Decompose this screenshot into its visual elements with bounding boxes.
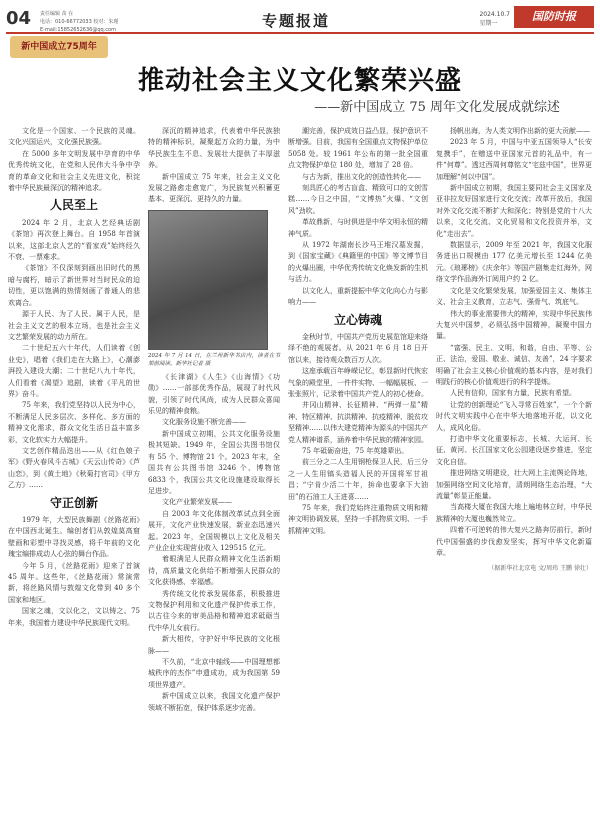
paragraph: 1979 年，大型民族舞剧《丝路花雨》在中国西北诞生。编创者们从敦煌莫高窟壁画和彩塑中寻找灵感，将千年前的文化瑰宝编排成动人心弦的舞台作品。 [8, 516, 140, 559]
paragraph: 《茶馆》不仅深刻到画出旧时代的黑暗与腐朽，暗示了新世界对当时民众的迫切性，更以饱满的热情刻画了普通人的悲欢离合。 [8, 264, 140, 307]
paragraph: 当高楼大厦在我国大地上遍地林立时，中华民族精神的大厦也巍然耸立。 [436, 503, 592, 523]
subheading: 守正创新 [49, 495, 98, 510]
paragraph: 自 2003 年文化体制改革试点到全面展开，文化产业快速发展，新业态迅速兴起。2023 年，全国规模以上文化及相关产业企业实现营业收入 129515 亿元。 [148, 509, 280, 552]
newspaper-logo: 国防时报 [514, 6, 594, 28]
paragraph: 数据显示，2009 年至 2021 年，我国文化服务进出口规模由 177 亿美元增长至 1244 亿美元。《琅琊榜》《庆余年》等国产剧集走红海外，网络文学作品海外订阅用户约 2 亿。 [436, 241, 592, 284]
article-subtitle: ——新中国成立 75 周年文化发展成就综述 [314, 100, 560, 115]
editor-info [40, 10, 118, 34]
paragraph: 从 1972 年湖南长沙马王堆汉墓发掘，到《国家宝藏》《典籍里的中国》等文博节目的火爆出圈，中华优秀传统文化焕发新的生机与活力。 [288, 241, 428, 284]
paragraph: 打造中华文化重要标志，长城、大运河、长征、黄河、长江国家文化公园建设逐步推进，坚定文化自信。 [436, 434, 592, 466]
subheading: 人民至上 [49, 198, 98, 213]
paragraph: 新大相传，守护好中华民族的文化根脉—— [148, 635, 280, 655]
paragraph: 源于人民、为了人民、属于人民，是社会主义文艺的根本立场，也是社会主义文艺繁荣发展的动力所在。 [8, 310, 140, 341]
paragraph: 75 年来，我们党坚持以人民为中心，不断满足人民多层次、多样化、多方面的精神文化需求，群众文化生活日益丰富多彩，文化软实力大幅提升。 [8, 401, 140, 444]
paragraph: 二十世纪五六十年代，人们读着《创业史》，唱着《我们走在大路上》，心潮澎湃投入建设大潮；二十世纪八九十年代，人们看着《渴望》追剧，读着《平凡的世界》奋斗。 [8, 344, 140, 398]
paragraph: 文艺创作精品迭出——从《红色娘子军》《野火春风斗古城》《天云山传奇》《芦山恋》，到《黄土地》《秋菊打官司》《甲方乙方》…… [8, 446, 140, 490]
anniversary-badge: 新中国成立75周年 [10, 36, 108, 58]
editor-line: 电话：010-66772033 校对：朱瑾 [40, 19, 119, 25]
page-header [6, 6, 594, 34]
paragraph: 伟大的事业需要伟大的精神，实现中华民族伟大复兴中国梦，必须弘扬中国精神，凝聚中国力量。 [436, 309, 592, 341]
editor-line: E-mail:15852652636@qq.com [40, 27, 116, 33]
section-title: 专题报道 [262, 12, 331, 30]
paragraph: 文化是文化繁荣发展，加强爱国主义、集体主义、社会主义教育，立志气、强骨气、筑底气。 [436, 286, 592, 307]
paragraph: 潮完善，保护成效日益凸显，保护意识不断增强。目前，我国有全国重点文物保护单位 5058 处。较 1961 年公布的第一批全国重点文物保护单位 180 处，增加了 28 倍。 [288, 127, 428, 170]
column-1 [8, 126, 140, 629]
paragraph: “富强、民主、文明、和谐，自由、平等、公正、法治，爱国、敬业、诚信、友善”，24 字要求明确了社会主义核心价值观的基本内容，是对我们明践行的核心价值观进行的科学提炼。 [436, 343, 592, 386]
paragraph: 国家之魂，文以化之，文以铸之。75 年来，我国着力建设中华民族现代文明。 [8, 607, 140, 627]
paragraph: 扬帆出海，为人类文明作出新的更大贡献—— [450, 127, 590, 135]
paragraph: 刻具匠心的考古盲盒、精致可口的文创雪糕……今日之中国，“文博热”火爆、“文创风”劲吹。 [288, 184, 428, 215]
paragraph: 让党的创新理论“飞入寻常百姓家”，一个个新时代文明实践中心在中华大地落地开花，以文化人，成风化俗。 [436, 400, 592, 432]
paragraph: 文化产业繁荣发展—— [162, 498, 232, 507]
paragraph: 深沉的精神追求，代表着中华民族独特的精神标识，凝聚起万众的力量，为中华民族生生不息、发展壮大提供了丰厚滋养。 [148, 127, 280, 170]
paragraph: 推进网络文明建设，壮大网上主流舆论阵地，加强网络空间文化培育，清朗网络生态治理，“大流量”彰显正能量。 [436, 469, 592, 500]
subheading: 立心铸魂 [333, 312, 382, 327]
paragraph: 新中国成立 75 年来，社会主义文化发展之路愈走愈宽广，为民族复兴积蓄更基本、更深沉、更持久的力量。 [148, 172, 280, 204]
paragraph: 与古为新，推出文化的创造性转化—— [302, 172, 421, 181]
paragraph: 《长津湖》《人生》《山海情》《功勋》……一部部优秀作品，展现了时代风貌，引领了时代风尚，成为人民群众喜闻乐见的精神食粮。 [148, 372, 280, 416]
paragraph: 人民有信仰，国家有力量，民族有希望。 [450, 389, 576, 398]
paragraph: 文化是一个国家、一个民族的灵魂。文化兴国运兴，文化强民族强。 [8, 127, 140, 147]
paragraph: 新中国成立初期，我国主要同社会主义国家及亚非拉友好国家进行文化交流；改革开放后，我国对外文化交流不断扩大和深化；特别是党的十八大以来，文化交流、文化贸易和文化投资并举，文化“走出去”。 [436, 184, 592, 238]
paragraph: 井冈山精神、长征精神、“两弹一星”精神、特区精神、抗洪精神、抗疫精神、脱贫攻坚精神……以伟大建党精神为源头的中国共产党人精神谱系，涵养着中华民族的精神家园。 [288, 401, 428, 444]
paragraph: 今年 5 月，《丝路花雨》迎来了首演 45 周年。这些年，《丝路花雨》常演常新，将丝路风情与敦煌文化带到 40 多个国家和地区。 [8, 561, 140, 604]
date: 2024.10.7 [479, 11, 510, 18]
paragraph: 不久前，“北京中轴线——中国理想都城秩序的杰作”申遗成功，成为我国第 59 项世界遗产。 [148, 658, 280, 689]
paragraph: 新中国成立以来，我国文化遗产保护领域不断拓宽，保护体系逐步完善。 [148, 692, 280, 712]
column-2 [148, 126, 280, 714]
editor-line: 责任编辑 苗 在 [40, 11, 74, 17]
page-number: 04 [6, 8, 32, 29]
weekday: 星期一 [479, 20, 498, 27]
paragraph: 2024 年 2 月，北京人艺经典话剧《茶馆》再次登上舞台。自 1958 年首演以来，这部北京人艺的“看家戏”始终经久不衰、一票难求。 [8, 218, 140, 262]
paragraph: 在 5000 多年文明发展中孕育的中华优秀传统文化，在党和人民伟大斗争中孕育的革命文化和社会主义先进文化，积淀着中华民族最深沉的精神追求。 [8, 149, 140, 193]
article-title: 推动社会主义文化繁荣兴盛 [137, 66, 462, 96]
paragraph: 四着不可逆转的伟大复兴之路奔厉前行，新时代中国强盛的步伐愈发坚实，挥写中华文化新篇章。 [436, 526, 592, 558]
date-info [479, 10, 510, 28]
paragraph: 2023 年 5 月，中国与中亚五国领导人“长安复携手”，在赠送中亚国家元首的礼品中，有一件“何尊”。透过西周何尊铭文“宅兹中国”，世界更加理解“何以中国”。 [436, 138, 592, 181]
paragraph: 75 年砥砺奋进，75 年英雄辈出。 [302, 446, 409, 455]
news-photo [148, 210, 268, 350]
column-3 [288, 126, 428, 537]
paragraph: 文化服务设施不断完善—— [162, 418, 246, 427]
paragraph: 75 年来，我们党始终注重物质文明和精神文明协调发展，坚持一手抓物质文明、一手抓精神文明。 [288, 504, 428, 535]
paragraph: 金秋时节，中国共产党历史展览馆迎来络绎不绝的观展者。从 2021 年 6 月 18 日开馆以来，接待观众数百万人次。 [288, 332, 428, 364]
paragraph: 革故鼎新，与时俱进是中华文明永恒的精神气质。 [288, 218, 428, 238]
paragraph: 着眼满足人民群众精神文化生活新期待，高质量文化供给不断增强人民群众的文化获得感、幸福感。 [148, 555, 280, 587]
column-4 [436, 126, 592, 575]
paragraph: 新中国成立初期，公共文化服务设施极其短缺。1949 年，全国公共图书馆仅有 55 个、博物馆 21 个。2023 年末，全国共有公共图书馆 3246 个、博物馆 6833 个，我国公共文化设施建设取得长足进步。 [148, 429, 280, 495]
article-imprint: （据新华社北京电 文/周玮 王鹏 徐壮） [488, 565, 592, 573]
paragraph: 这座承载百年峥嵘记忆，彰显新时代恢宏气象的殿堂里，一件件实物、一幅幅展板、一张张照片，记录着中国共产党人的初心使命。 [288, 367, 428, 398]
paragraph: 前三分之二人生用钢枪保卫人民，后三分之一人生用镐头造福人民的开国将军甘祖昌；“宁肯少活二十年，拚命也要拿下大油田”的石油工人王进喜…… [288, 458, 428, 501]
paragraph: 以文化人，重新提振中华文化向心力与影响力—— [288, 286, 428, 307]
photo-caption: 2024 年 7 月 14 日，在兰州新华书店内，读者在书架前阅读。新华社记者 摄 [148, 352, 280, 367]
paragraph: 秀传统文化传承发展体系，积极推进文物保护利用和文化遗产保护传承工作，以古往今来的审美品格和精神追求砥砺当代中华儿女前行。 [148, 589, 280, 632]
